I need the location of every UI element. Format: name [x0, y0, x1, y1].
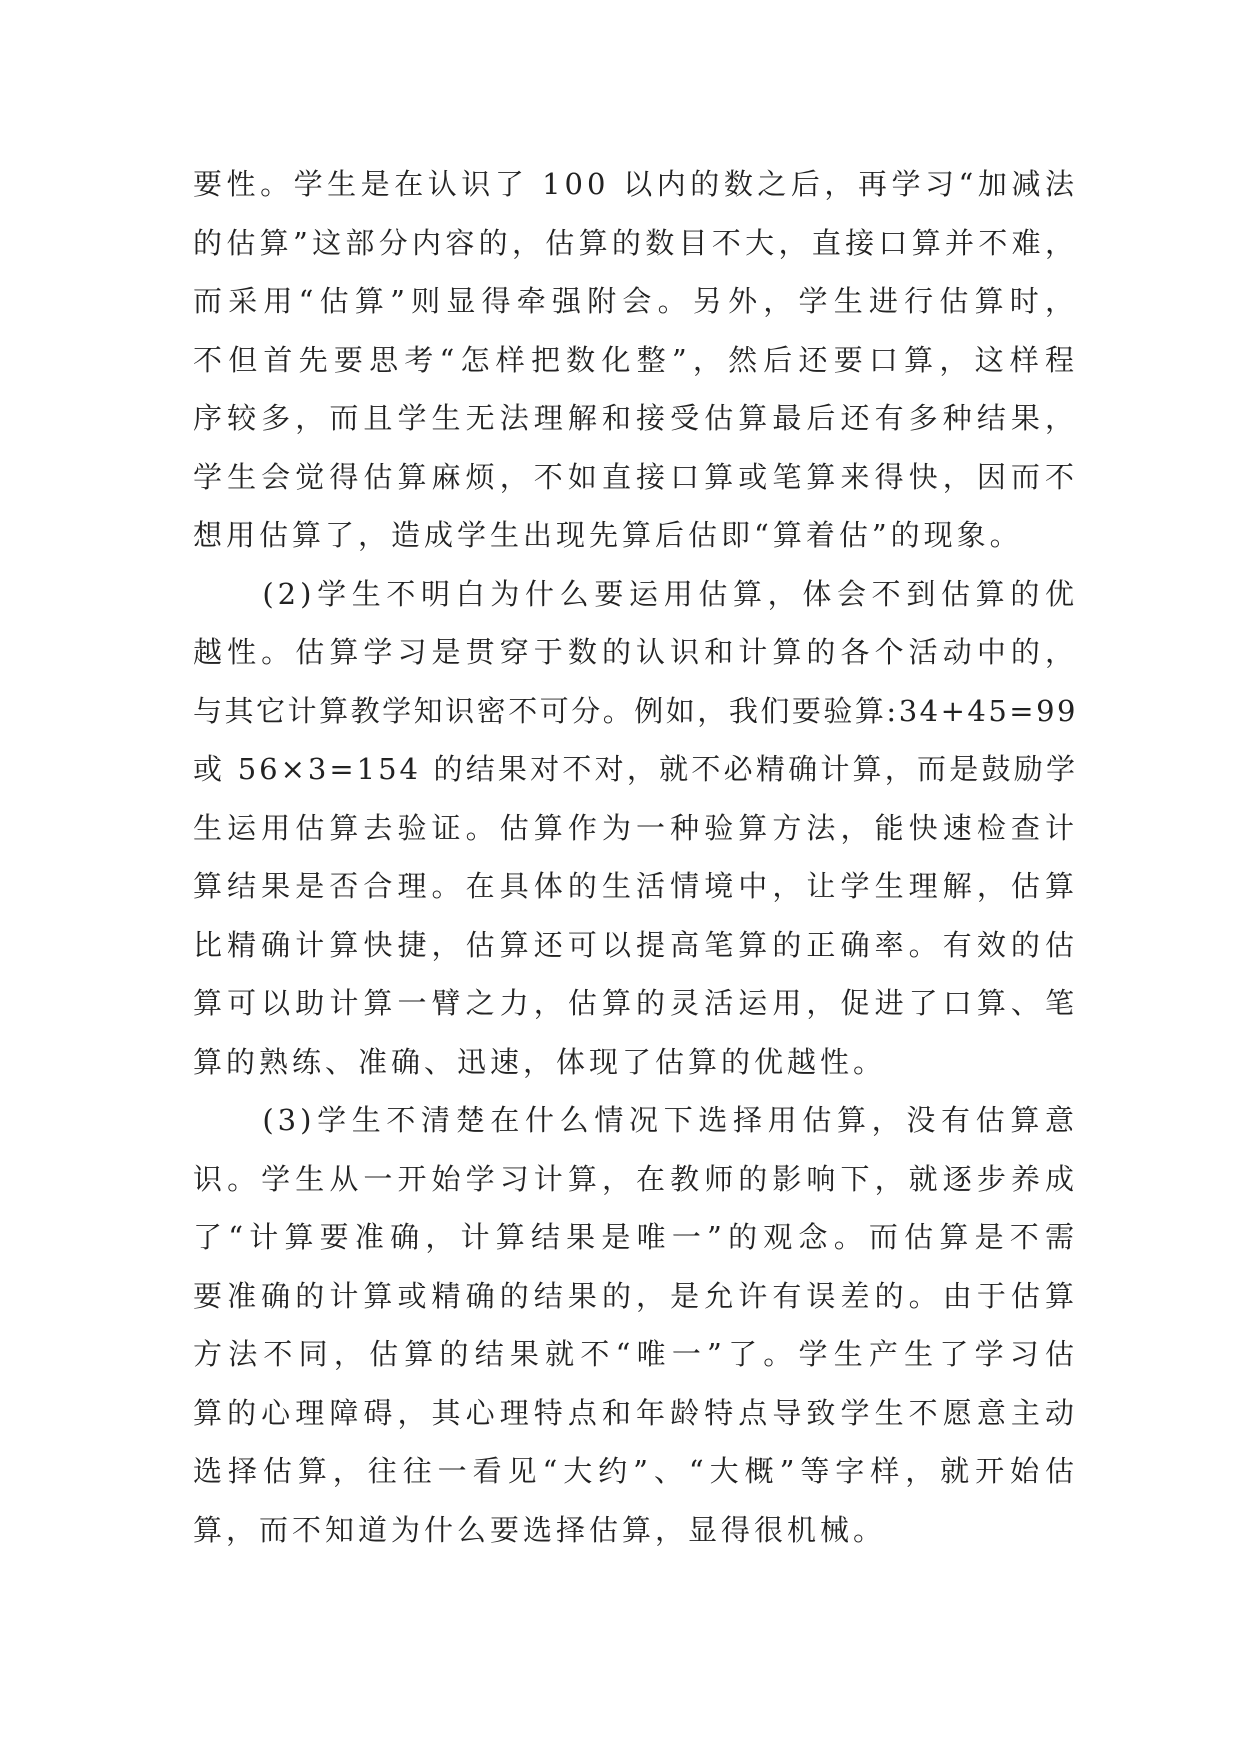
- text-line: (3)学生不清楚在什么情况下选择用估算，没有估算意: [193, 1103, 1078, 1137]
- text-line: 方法不同，估算的结果就不“唯一”了。学生产生了学习估: [193, 1337, 1078, 1371]
- paragraph-2: [193, 565, 1078, 1092]
- text-line: 算可以助计算一臂之力，估算的灵活运用，促进了口算、笔: [193, 986, 1078, 1020]
- text-line: 越性。估算学习是贯穿于数的认识和计算的各个活动中的，: [193, 635, 1078, 669]
- text-line: 而采用“估算”则显得牵强附会。另外，学生进行估算时，: [193, 284, 1078, 318]
- text-line: 学生会觉得估算麻烦，不如直接口算或笔算来得快，因而不: [193, 459, 1078, 494]
- paragraph-3: [193, 1091, 1078, 1559]
- text-line: 比精确计算快捷，估算还可以提高笔算的正确率。有效的估: [193, 927, 1078, 962]
- text-line: 算的熟练、准确、迅速，体现了估算的优越性。: [193, 1044, 887, 1079]
- text-line: 算的心理障碍，其心理特点和年龄特点导致学生不愿意主动: [193, 1395, 1078, 1430]
- text-line: 生运用估算去验证。估算作为一种验算方法，能快速检查计: [193, 810, 1078, 845]
- text-line: 算结果是否合理。在具体的生活情境中，让学生理解，估算: [193, 869, 1078, 903]
- text-line: 序较多，而且学生无法理解和接受估算最后还有多种结果，: [193, 401, 1078, 435]
- text-line: 不但首先要思考“怎样把数化整”，然后还要口算，这样程: [193, 342, 1078, 377]
- text-line: 要性。学生是在认识了 100 以内的数之后，再学习“加减法: [193, 167, 1078, 201]
- text-line: 了“计算要准确，计算结果是唯一”的观念。而估算是不需: [193, 1220, 1078, 1254]
- text-line: 或 56×3=154 的结果对不对，就不必精确计算，而是鼓励学: [193, 752, 1078, 786]
- text-line: 与其它计算教学知识密不可分。例如，我们要验算:34+45=99: [193, 693, 1078, 728]
- text-line: 的估算”这部分内容的，估算的数目不大，直接口算并不难，: [193, 225, 1078, 260]
- text-line: 选择估算，往往一看见“大约”、“大概”等字样，就开始估: [193, 1454, 1078, 1488]
- text-line: 想用估算了，造成学生出现先算后估即“算着估”的现象。: [193, 518, 1023, 552]
- text-line: 要准确的计算或精确的结果的，是允许有误差的。由于估算: [193, 1278, 1078, 1313]
- document-body: [193, 155, 1078, 1559]
- text-line: (2)学生不明白为什么要运用估算，体会不到估算的优: [193, 576, 1078, 611]
- text-line: 算，而不知道为什么要选择估算，显得很机械。: [193, 1512, 887, 1547]
- paragraph-1: [193, 155, 1078, 565]
- text-line: 识。学生从一开始学习计算，在教师的影响下，就逐步养成: [193, 1161, 1078, 1196]
